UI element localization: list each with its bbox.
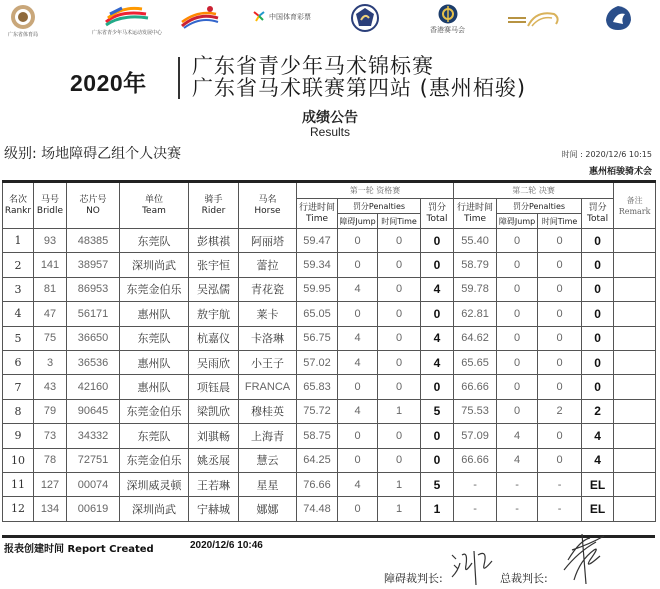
cell-r2-timepen: 0 [538,302,582,326]
cell-rider: 彭棋祺 [189,229,239,253]
cell-remark [614,497,656,521]
cell-rider: 王若琳 [189,472,239,496]
table-row [3,277,656,301]
event-year: 2020年 [70,70,147,96]
cell-rank: 4 [3,302,34,326]
table-row [3,375,656,399]
cell-r2-jump: 0 [497,277,538,301]
report-created-label: 报表创建时间 Report Created [4,544,154,555]
pegasus-icon [603,4,633,32]
cell-bridle: 3 [34,350,67,374]
cell-no: 56171 [67,302,120,326]
table-row [3,448,656,472]
cell-rank: 3 [3,277,34,301]
cell-r2-jump: 0 [497,375,538,399]
cell-r2-total: 4 [582,424,614,448]
event-title-line1: 广东省青少年马术锦标赛 [192,54,434,78]
cell-r1-timepen: 0 [378,277,421,301]
results-table [2,180,656,522]
cell-r2-jump: - [497,497,538,521]
cell-horse: 娜娜 [239,497,297,521]
pegasus-club-logo [603,4,633,32]
cell-bridle: 141 [34,253,67,277]
r1-col-jump: 障碍Jump [338,214,378,229]
cell-r2-time: 57.09 [454,424,497,448]
cell-r1-jump: 4 [338,277,378,301]
cell-bridle: 78 [34,448,67,472]
cell-horse: 莱卡 [239,302,297,326]
cell-remark [614,277,656,301]
table-row [3,302,656,326]
cell-r2-jump: 4 [497,424,538,448]
cell-bridle: 81 [34,277,67,301]
cell-r1-timepen: 0 [378,350,421,374]
cell-r1-jump: 4 [338,350,378,374]
round2-header: 第二轮 决赛 [454,182,614,199]
r1-col-total: 罚分 Total [421,199,454,229]
cell-r1-total: 4 [421,277,454,301]
cell-r2-timepen: - [538,497,582,521]
cell-r1-timepen: 1 [378,497,421,521]
cell-team: 惠州队 [120,302,189,326]
col-team: 单位 Team [120,182,189,229]
cell-r2-time: 75.53 [454,399,497,423]
cell-r2-timepen: 0 [538,350,582,374]
cell-r2-timepen: 0 [538,424,582,448]
cell-r2-total: 0 [582,229,614,253]
cell-r2-jump: 4 [497,448,538,472]
cell-r1-timepen: 1 [378,399,421,423]
cell-r1-total: 4 [421,326,454,350]
cell-team: 深圳尚武 [120,253,189,277]
chief-judge-label: 总裁判长: [500,572,548,585]
cell-team: 惠州队 [120,350,189,374]
golden-horse-icon [506,8,564,30]
cell-horse: 星星 [239,472,297,496]
footer-divider [2,535,655,538]
cell-remark [614,253,656,277]
cell-r2-jump: 0 [497,399,538,423]
cell-r1-total: 4 [421,350,454,374]
cell-r2-jump: 0 [497,302,538,326]
cell-horse: FRANCA [239,375,297,399]
col-rider: 骑手 Rider [189,182,239,229]
cell-r1-timepen: 0 [378,375,421,399]
cell-r1-timepen: 0 [378,448,421,472]
cell-r1-time: 74.48 [297,497,338,521]
cell-r1-time: 65.05 [297,302,338,326]
cell-team: 东莞金伯乐 [120,448,189,472]
hong-kong-jockey-club-logo: 香港赛马会 [430,4,465,35]
cell-r1-jump: 0 [338,448,378,472]
table-row [3,497,656,521]
cell-r1-jump: 4 [338,472,378,496]
title-divider [178,57,180,99]
cell-r1-total: 0 [421,229,454,253]
cell-r2-total: 0 [582,350,614,374]
cell-r2-jump: 0 [497,253,538,277]
cell-r1-time: 56.75 [297,326,338,350]
cell-r1-jump: 0 [338,424,378,448]
cell-bridle: 127 [34,472,67,496]
cell-team: 惠州队 [120,375,189,399]
cell-r2-timepen: 0 [538,253,582,277]
cell-r2-total: 2 [582,399,614,423]
cell-rank: 6 [3,350,34,374]
cell-rank: 11 [3,472,34,496]
cell-bridle: 93 [34,229,67,253]
cell-r1-total: 0 [421,448,454,472]
cell-rank: 8 [3,399,34,423]
cell-r1-timepen: 0 [378,253,421,277]
class-level: 级别: 场地障碍乙组个人决赛 [4,146,182,162]
cell-r2-total: EL [582,472,614,496]
cell-rider: 敖宇航 [189,302,239,326]
equestrian-runner-logo [180,4,220,30]
equestrian-association-badge-logo [351,4,379,32]
event-title-line2: 广东省马术联赛第四站 (惠州栢骏) [192,76,527,100]
r1-col-penalties: 罚分Penalties [338,199,421,214]
cell-r2-total: 4 [582,448,614,472]
cell-horse: 卡洛琳 [239,326,297,350]
jockey-club-emblem-icon [438,4,458,24]
cell-remark [614,350,656,374]
cell-horse: 上海青 [239,424,297,448]
table-row [3,424,656,448]
cell-rank: 7 [3,375,34,399]
cell-rank: 1 [3,229,34,253]
cell-r1-total: 0 [421,424,454,448]
cell-bridle: 134 [34,497,67,521]
cell-rank: 2 [3,253,34,277]
cell-r2-total: 0 [582,302,614,326]
cell-rank: 10 [3,448,34,472]
cell-rider: 梁凯欣 [189,399,239,423]
cell-no: 86953 [67,277,120,301]
cell-rider: 宁赫城 [189,497,239,521]
cell-r2-time: - [454,472,497,496]
cell-team: 东莞队 [120,424,189,448]
cell-team: 深圳尚武 [120,497,189,521]
cell-r1-total: 5 [421,399,454,423]
r2-col-time-penalty: 时间Time [538,214,582,229]
cell-r2-time: 62.81 [454,302,497,326]
cell-r2-time: 65.65 [454,350,497,374]
cell-remark [614,326,656,350]
cell-remark [614,375,656,399]
cell-r1-timepen: 0 [378,302,421,326]
cell-r2-time: 64.62 [454,326,497,350]
cell-r1-jump: 0 [338,302,378,326]
cell-r2-timepen: 0 [538,277,582,301]
event-title-block [70,55,630,105]
cell-team: 东莞金伯乐 [120,277,189,301]
cell-r2-timepen: 2 [538,399,582,423]
cell-r1-timepen: 0 [378,229,421,253]
cell-no: 42160 [67,375,120,399]
cell-no: 38957 [67,253,120,277]
cell-remark [614,302,656,326]
cell-r2-total: 0 [582,326,614,350]
cell-r1-total: 1 [421,497,454,521]
cell-r2-time: 66.66 [454,448,497,472]
cell-horse: 青花瓷 [239,277,297,301]
r2-col-penalties: 罚分Penalties [497,199,582,214]
table-row [3,350,656,374]
cell-r1-jump: 4 [338,326,378,350]
cell-no: 72751 [67,448,120,472]
cell-rank: 9 [3,424,34,448]
cell-horse: 蕾拉 [239,253,297,277]
cell-r2-jump: 0 [497,229,538,253]
lottery-star-icon [252,10,266,22]
cell-r2-time: 66.66 [454,375,497,399]
cell-remark [614,472,656,496]
cell-horse: 阿丽塔 [239,229,297,253]
cell-r1-time: 64.25 [297,448,338,472]
results-title-en: Results [309,125,350,139]
results-body [3,229,656,522]
bureau-emblem-icon [10,4,36,30]
cell-rider: 姚丞展 [189,448,239,472]
cell-remark [614,399,656,423]
event-time: 时间 : 2020/12/6 10:15 [561,150,652,159]
swoosh-figure-icon [180,4,220,30]
cell-r2-time: 58.79 [454,253,497,277]
cell-remark [614,448,656,472]
table-row [3,326,656,350]
chief-judge-signature [560,530,610,588]
riding-club-horse-logo [506,8,564,30]
sponsor-logo-strip [0,0,660,40]
cell-r2-timepen: 0 [538,229,582,253]
cell-rank: 12 [3,497,34,521]
table-row [3,472,656,496]
cell-r1-time: 57.02 [297,350,338,374]
r2-col-jump: 障碍Jump [497,214,538,229]
guangdong-youth-sports-center-logo: 广东省青少年马术运动发展中心 [92,4,162,36]
cell-r2-time: - [454,497,497,521]
cell-no: 36650 [67,326,120,350]
cell-r1-timepen: 1 [378,472,421,496]
cell-r1-time: 59.34 [297,253,338,277]
col-bridle: 马号 Bridle [34,182,67,229]
cell-r1-jump: 4 [338,399,378,423]
china-sports-lottery-logo: 中国体育彩票 [252,10,311,22]
cell-r2-timepen: 0 [538,375,582,399]
cell-r2-timepen: 0 [538,326,582,350]
cell-r1-jump: 0 [338,375,378,399]
round1-header: 第一轮 资格赛 [297,182,454,199]
cell-r2-time: 59.78 [454,277,497,301]
jump-judge-label: 障碍裁判长: [384,572,443,585]
cell-horse: 穆桂英 [239,399,297,423]
table-row [3,399,656,423]
cell-horse: 小王子 [239,350,297,374]
r2-col-total: 罚分 Total [582,199,614,229]
jump-judge-signature [448,545,498,589]
cell-r1-time: 75.72 [297,399,338,423]
cell-bridle: 75 [34,326,67,350]
cell-r2-jump: 0 [497,350,538,374]
cell-r1-time: 58.75 [297,424,338,448]
cell-r1-time: 59.95 [297,277,338,301]
horse-badge-icon [351,4,379,32]
cell-r1-time: 59.47 [297,229,338,253]
cell-r2-total: 0 [582,375,614,399]
cell-remark [614,229,656,253]
cell-r2-total: 0 [582,277,614,301]
cell-r2-time: 55.40 [454,229,497,253]
cell-no: 36536 [67,350,120,374]
report-created-value: 2020/12/6 10:46 [190,540,263,551]
cell-r1-total: 0 [421,253,454,277]
cell-rider: 张宇恒 [189,253,239,277]
cell-no: 34332 [67,424,120,448]
cell-r1-total: 0 [421,375,454,399]
cell-r1-timepen: 0 [378,326,421,350]
cell-r2-total: EL [582,497,614,521]
cell-r2-total: 0 [582,253,614,277]
cell-no: 90645 [67,399,120,423]
r1-col-time-penalty: 时间Time [378,214,421,229]
cell-r2-jump: - [497,472,538,496]
host-club: 惠州栢骏骑术会 [588,167,652,177]
cell-rank: 5 [3,326,34,350]
runner-stripes-icon [102,4,152,28]
cell-rider: 项钰晨 [189,375,239,399]
cell-r1-jump: 0 [338,229,378,253]
cell-team: 东莞队 [120,229,189,253]
table-row [3,229,656,253]
col-horse: 马名 Horse [239,182,297,229]
cell-no: 00074 [67,472,120,496]
cell-r1-timepen: 0 [378,424,421,448]
cell-team: 东莞队 [120,326,189,350]
cell-r1-jump: 0 [338,497,378,521]
cell-r2-timepen: - [538,472,582,496]
cell-bridle: 73 [34,424,67,448]
cell-no: 48385 [67,229,120,253]
cell-no: 00619 [67,497,120,521]
cell-r1-time: 65.83 [297,375,338,399]
col-remark: 备注 Remark [614,182,656,229]
cell-remark [614,424,656,448]
r1-col-time: 行进时间 Time [297,199,338,229]
cell-bridle: 43 [34,375,67,399]
col-chip-no: 芯片号 NO [67,182,120,229]
table-row [3,253,656,277]
cell-team: 深圳威灵顿 [120,472,189,496]
cell-bridle: 47 [34,302,67,326]
col-rank: 名次 Rankr [3,182,34,229]
cell-horse: 慧云 [239,448,297,472]
results-title-cn: 成绩公告 [302,110,358,126]
cell-r1-total: 0 [421,302,454,326]
cell-r1-time: 76.66 [297,472,338,496]
cell-r2-timepen: 0 [538,448,582,472]
guangdong-sports-bureau-logo: 广东省体育局 [8,4,38,38]
cell-r1-total: 5 [421,472,454,496]
r2-col-time: 行进时间 Time [454,199,497,229]
cell-r2-jump: 0 [497,326,538,350]
cell-bridle: 79 [34,399,67,423]
cell-r1-jump: 0 [338,253,378,277]
cell-rider: 刘骐畅 [189,424,239,448]
cell-team: 东莞金伯乐 [120,399,189,423]
cell-rider: 吴雨欣 [189,350,239,374]
cell-rider: 杭嘉仪 [189,326,239,350]
event-title [192,55,526,99]
cell-rider: 吴泓儒 [189,277,239,301]
header-row-rounds [3,182,656,199]
